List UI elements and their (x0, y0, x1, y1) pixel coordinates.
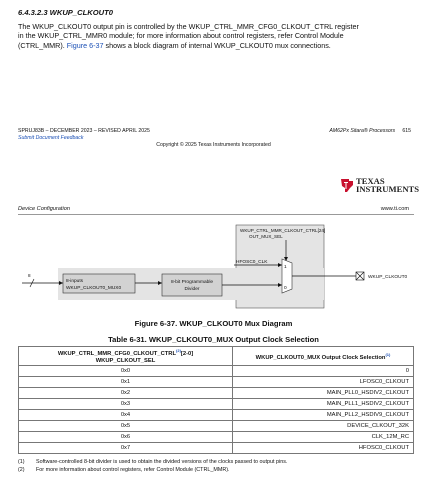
note-1 (18, 458, 287, 466)
select-value: 0x4 (19, 409, 233, 420)
select-value: 0x0 (19, 365, 233, 376)
ti-logo-icon (340, 178, 354, 193)
divider-block (162, 274, 222, 296)
select-value: 0x3 (19, 398, 233, 409)
select-value: 0x2 (19, 387, 233, 398)
table-row (19, 420, 414, 431)
clock-name: MAIN_PLL2_HSDIV9_CLKOUT (233, 409, 414, 420)
table-row (19, 442, 414, 453)
header-register: WKUP_CTRL_MMR_CFG0_CLKOUT_CTRL (57, 350, 177, 357)
bus-width-label: 8 (28, 273, 31, 278)
table-row (19, 431, 414, 442)
table-header-row (19, 347, 414, 366)
para-line-3-end: shows a block diagram of internal WKUP_CLKOUT0 mux connections. (103, 40, 331, 50)
header-footnote-ref-2[interactable]: (2) (176, 348, 181, 353)
header-output-clock (233, 347, 414, 366)
chapter-title: Device Configuration (18, 206, 70, 212)
ti-url[interactable]: www.ti.com (380, 206, 409, 212)
table-row (19, 398, 414, 409)
table-row (19, 409, 414, 420)
table-caption: Table 6-31. WKUP_CLKOUT0_MUX Output Clock Selection (108, 335, 319, 344)
output-label: WKUP_CLKOUT0 (368, 275, 408, 280)
footer-left (18, 128, 150, 141)
reg-label-2: OUT_MUX_SEL (249, 234, 283, 239)
table-row (19, 365, 414, 376)
table-row (19, 387, 414, 398)
footer-right (329, 128, 411, 135)
header-footnote-ref-1[interactable]: (1) (385, 351, 391, 357)
ti-wordmark (356, 177, 419, 193)
clock-name: CLK_12M_RC (233, 431, 414, 442)
intro-paragraph (18, 22, 413, 50)
note-text: For more information about control registers, refer Control Module (CTRL_MMR). (36, 467, 230, 473)
note-number: (1) (18, 459, 25, 465)
mux-block-diagram (0, 218, 427, 316)
note-number: (2) (18, 467, 25, 473)
reg-label-1: WKUP_CTRL_MMR_CLKOUT_CTRL[24] (240, 228, 326, 233)
para-line-2: in the WKUP_CTRL_MMR0 module; for more information about control registers, refer Control Module (18, 31, 344, 41)
table-notes (18, 458, 287, 474)
clock-name: 0 (233, 365, 414, 376)
para-line-1: The WKUP_CLKOUT0 output pin is controlled by the WKUP_CTRL_MMR_CFG0_CLKOUT_CTRL register (18, 22, 359, 31)
logo-line-2: INSTRUMENTS (356, 184, 420, 194)
clock-selection-table (18, 346, 414, 454)
divider-label-2: Divider (184, 287, 200, 292)
mux-input-0-label: 0 (284, 286, 287, 291)
mux-input-1-label: 1 (284, 265, 287, 270)
header-bits: [2-0] (180, 350, 194, 357)
divider-label-1: 8-bit Programmable (170, 280, 214, 285)
note-text: Software-controlled 8-bit divider is used to obtain the divided versions of the clocks passed to output pins. (36, 459, 288, 465)
header-output-clock-text: WKUP_CLKOUT0_MUX Output Clock Selection (255, 354, 386, 361)
clock-name: LFOSC0_CLKOUT (233, 376, 414, 387)
copyright: Copyright © 2025 Texas Instruments Incorporated (156, 142, 271, 148)
clock-name: MAIN_PLL1_HSDIV2_CLKOUT (233, 398, 414, 409)
inputs-label-2: WKUP_CLKOUT0_MUX0 (66, 286, 122, 291)
header-field: WKUP_CLKOUT_SEL (95, 357, 156, 364)
ti-logo (340, 177, 419, 193)
header-rule (18, 214, 414, 215)
clock-name: HFOSC0_CLKOUT (233, 442, 414, 453)
inputs-label-1: 8-inputs (66, 279, 84, 284)
select-value: 0x6 (19, 431, 233, 442)
hfosc-label: HFOSC0_CLK (236, 260, 268, 265)
section-heading: 6.4.3.2.3 WKUP_CLKOUT0 (18, 8, 113, 17)
clock-name: MAIN_PLL0_HSDIV2_CLKOUT (233, 387, 414, 398)
clock-name: DEVICE_CLKOUT_32K (233, 420, 414, 431)
product-name: AM62Px Sitara® Processors (329, 128, 396, 134)
select-value: 0x7 (19, 442, 233, 453)
logo-line-1: TEXAS (356, 176, 385, 186)
select-value: 0x1 (19, 376, 233, 387)
table-row (19, 376, 414, 387)
note-2 (18, 466, 287, 474)
page-number: 615 (402, 128, 411, 134)
figure-caption: Figure 6-37. WKUP_CLKOUT0 Mux Diagram (134, 319, 293, 328)
doc-id: SPRUJ83B – DECEMBER 2023 – REVISED APRIL 2025 (18, 128, 150, 134)
para-line-3-start: (CTRL_MMR). (18, 40, 67, 50)
figure-link[interactable]: Figure 6-37 (66, 40, 104, 50)
select-value: 0x5 (19, 420, 233, 431)
header-select-field (19, 347, 233, 366)
feedback-link[interactable]: Submit Document Feedback (18, 134, 84, 141)
